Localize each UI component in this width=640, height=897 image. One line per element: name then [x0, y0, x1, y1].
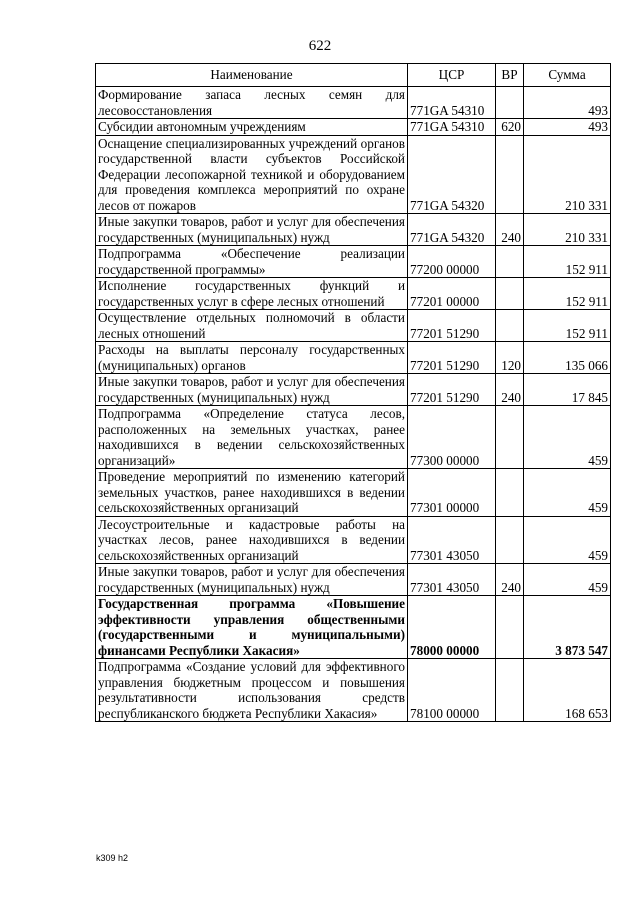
table-row	[96, 564, 611, 596]
csr-cell: 771GA 54310	[408, 87, 496, 119]
table-row	[96, 342, 611, 374]
sum-cell: 152 911	[524, 310, 611, 342]
name-cell: Осуществление отдельных полномочий в области лесных отношений	[96, 310, 408, 342]
header-row	[96, 64, 611, 87]
csr-cell: 771GA 54310	[408, 119, 496, 136]
vr-cell	[496, 246, 524, 278]
vr-cell	[496, 278, 524, 310]
name-cell: Проведение мероприятий по изменению категорий земельных участков, ранее находившихся в ведении сельскохозяйственных организаций	[96, 469, 408, 517]
name-cell: Иные закупки товаров, работ и услуг для обеспечения государственных (муниципальных) нужд	[96, 564, 408, 596]
sum-cell: 459	[524, 469, 611, 517]
csr-cell: 78100 00000	[408, 659, 496, 722]
vr-cell	[496, 659, 524, 722]
csr-cell: 77301 00000	[408, 469, 496, 517]
name-cell: Иные закупки товаров, работ и услуг для обеспечения государственных (муниципальных) нужд	[96, 214, 408, 246]
sum-cell: 459	[524, 516, 611, 564]
name-cell: Иные закупки товаров, работ и услуг для обеспечения государственных (муниципальных) нужд	[96, 374, 408, 406]
name-cell: Субсидии автономным учреждениям	[96, 119, 408, 136]
table-row	[96, 135, 611, 214]
name-cell: Исполнение государственных функций и государственных услуг в сфере лесных отношений	[96, 278, 408, 310]
name-cell: Формирование запаса лесных семян для лесовосстановления	[96, 87, 408, 119]
vr-cell: 240	[496, 214, 524, 246]
table-row	[96, 516, 611, 564]
vr-cell: 620	[496, 119, 524, 136]
csr-cell: 77200 00000	[408, 246, 496, 278]
name-cell: Лесоустроительные и кадастровые работы на участках лесов, ранее находившихся в ведении сельскохозяйственных организаций	[96, 516, 408, 564]
sum-cell: 210 331	[524, 135, 611, 214]
csr-cell: 77201 00000	[408, 278, 496, 310]
table-row	[96, 119, 611, 136]
header-vr: ВР	[496, 64, 524, 87]
budget-table	[95, 63, 611, 722]
table-header	[96, 64, 611, 87]
name-cell: Оснащение специализированных учреждений органов государственной власти субъектов Российской Федерации лесопожарной техникой и оборудованием для проведения комплекса мероприятий по охране лесов от пожаров	[96, 135, 408, 214]
vr-cell	[496, 406, 524, 469]
sum-cell: 17 845	[524, 374, 611, 406]
table-row	[96, 596, 611, 659]
sum-cell: 459	[524, 406, 611, 469]
sum-cell: 152 911	[524, 278, 611, 310]
header-name: Наименование	[96, 64, 408, 87]
sum-cell: 493	[524, 87, 611, 119]
vr-cell: 120	[496, 342, 524, 374]
table-row	[96, 214, 611, 246]
sum-cell: 3 873 547	[524, 596, 611, 659]
table-row	[96, 87, 611, 119]
vr-cell: 240	[496, 374, 524, 406]
table-row	[96, 374, 611, 406]
vr-cell	[496, 135, 524, 214]
name-cell: Подпрограмма «Обеспечение реализации государственной программы»	[96, 246, 408, 278]
sum-cell: 459	[524, 564, 611, 596]
vr-cell	[496, 310, 524, 342]
table-row	[96, 469, 611, 517]
header-csr: ЦСР	[408, 64, 496, 87]
csr-cell: 77300 00000	[408, 406, 496, 469]
table-row	[96, 310, 611, 342]
csr-cell: 77201 51290	[408, 310, 496, 342]
table-row	[96, 659, 611, 722]
csr-cell: 771GA 54320	[408, 135, 496, 214]
table-row	[96, 246, 611, 278]
table-body	[96, 87, 611, 722]
csr-cell: 77201 51290	[408, 342, 496, 374]
header-sum: Сумма	[524, 64, 611, 87]
csr-cell: 771GA 54320	[408, 214, 496, 246]
vr-cell	[496, 469, 524, 517]
csr-cell: 77301 43050	[408, 564, 496, 596]
sum-cell: 493	[524, 119, 611, 136]
sum-cell: 168 653	[524, 659, 611, 722]
name-cell: Подпрограмма «Создание условий для эффективного управления бюджетным процессом и повышения результативности использования средств республиканского бюджета Республики Хакасия»	[96, 659, 408, 722]
vr-cell: 240	[496, 564, 524, 596]
table-row	[96, 278, 611, 310]
sum-cell: 135 066	[524, 342, 611, 374]
footer-code: k309 h2	[96, 853, 129, 863]
page-number: 622	[308, 38, 332, 54]
name-cell: Подпрограмма «Определение статуса лесов, расположенных на земельных участках, ранее находившихся в ведении сельскохозяйственных организаций»	[96, 406, 408, 469]
name-cell: Государственная программа «Повышение эффективности управления общественными (государственными и муниципальными) финансами Республики Хакасия»	[96, 596, 408, 659]
sum-cell: 210 331	[524, 214, 611, 246]
table-row	[96, 406, 611, 469]
vr-cell	[496, 596, 524, 659]
csr-cell: 78000 00000	[408, 596, 496, 659]
name-cell: Расходы на выплаты персоналу государственных (муниципальных) органов	[96, 342, 408, 374]
vr-cell	[496, 516, 524, 564]
vr-cell	[496, 87, 524, 119]
sum-cell: 152 911	[524, 246, 611, 278]
csr-cell: 77201 51290	[408, 374, 496, 406]
csr-cell: 77301 43050	[408, 516, 496, 564]
